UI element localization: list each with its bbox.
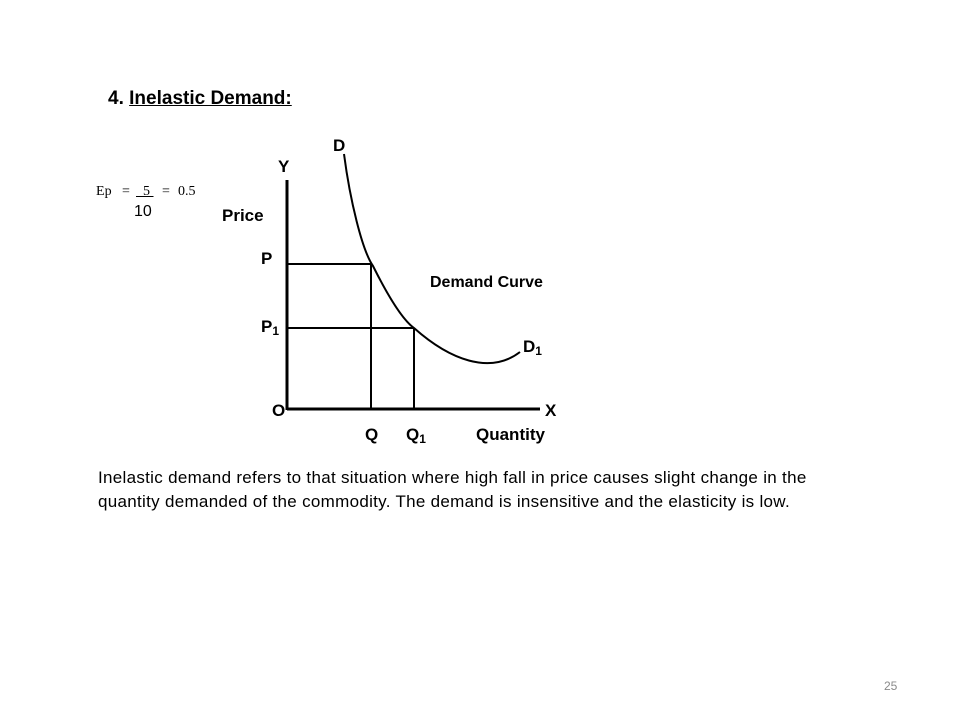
x-axis-title: Quantity	[476, 425, 545, 444]
curve-start-label: D	[333, 136, 346, 155]
page-number: 25	[884, 679, 898, 693]
price-1-subscript: 1	[272, 324, 280, 338]
formula-symbol: Ep	[96, 184, 112, 199]
x-axis-letter: X	[545, 401, 557, 420]
description-text: Inelastic demand refers to that situation where high fall in price causes slight change in the quantity demanded of the commodity. The demand is insensitive and the elasticity is low.	[98, 468, 807, 511]
formula-equals-2: =	[162, 184, 170, 199]
formula-subscript: p	[104, 184, 112, 199]
origin-label: O	[272, 401, 286, 420]
quantity-1-label: Q1	[406, 425, 426, 446]
formula-equals-1: =	[122, 184, 130, 199]
formula-denominator: 10	[134, 203, 152, 220]
curve-title: Demand Curve	[430, 274, 543, 291]
quantity-label: Q	[365, 425, 379, 444]
y-axis-title: Price	[222, 206, 264, 225]
quantity-1-subscript: 1	[419, 432, 426, 446]
formula-numerator: 5	[143, 184, 150, 199]
heading-text: Inelastic Demand:	[129, 88, 292, 109]
curve-end-subscript: 1	[535, 344, 542, 358]
formula-result: 0.5	[178, 184, 196, 199]
heading-number: 4.	[108, 88, 124, 109]
price-label: P	[261, 249, 273, 268]
y-axis-letter: Y	[278, 157, 290, 176]
curve-end-label: D1	[523, 337, 542, 358]
price-1-label: P1	[261, 317, 280, 338]
